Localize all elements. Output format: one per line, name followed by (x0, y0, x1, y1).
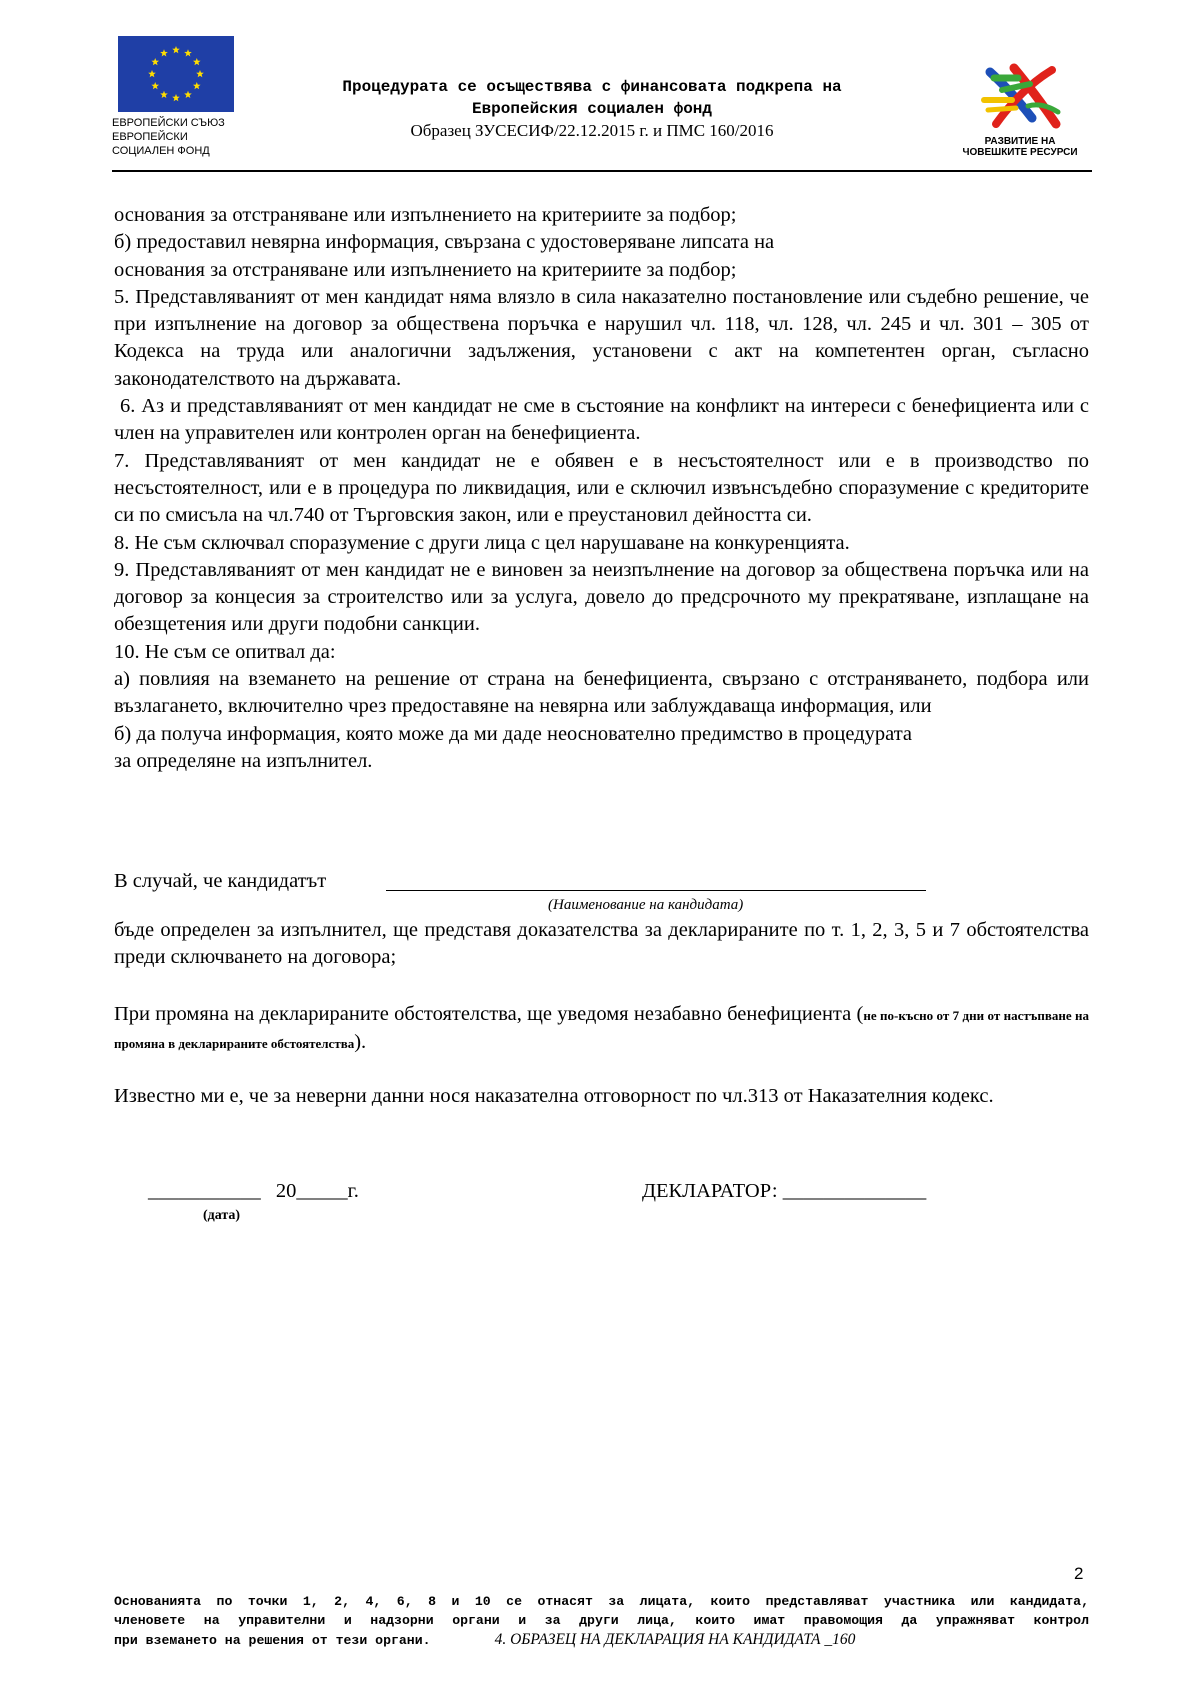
eu-flag-icon (118, 36, 234, 112)
declaration-body (114, 202, 1095, 775)
header-title-line-3: Образец ЗУСЕСИФ/22.12.2015 г. и ПМС 160/2016 (410, 121, 774, 140)
page-number: 2 (1074, 1564, 1084, 1583)
program-logo-line-1: РАЗВИТИЕ НА (984, 136, 1056, 147)
change-notice-close: ). (354, 1031, 367, 1054)
eu-star-icon (184, 49, 192, 56)
eu-star-icon (151, 58, 159, 65)
item-10a: а) повлияя на вземането на решение от страна на бенефициента, свързано с отстраняването, подбора или възлагането, включително чрез предоставяне на невярна или заблуждаваща информация, или (114, 668, 1089, 718)
footer-line-3 (114, 1630, 1089, 1650)
candidate-prefix: В случай, че кандидатът (114, 870, 327, 892)
change-notice-main: При промяна на декларираните обстоятелства, ще уведомя незабавно бенефициента ( (114, 1003, 864, 1025)
footer-line-3-text: при вземането на решения от тези органи. (114, 1633, 431, 1648)
eu-star-icon (148, 70, 156, 77)
year-field[interactable]: _____ (296, 1180, 348, 1202)
eu-logo-line-1: ЕВРОПЕЙСКИ СЪЮЗ (112, 117, 225, 129)
change-notice-deadline: не по-късно от 7 дни от настъпване на промяна в декларираните обстоятелства (114, 1008, 1089, 1052)
candidate-name-caption: (Наименование на кандидата) (548, 897, 744, 913)
eu-star-icon (184, 91, 192, 98)
declarant-signature-field[interactable]: ______________ (782, 1180, 927, 1202)
body-line-1: основания за отстраняване или изпълнението на критериите за подбор; (114, 204, 737, 226)
item-7: 7. Представляваният от мен кандидат не е обявен е в несъстоятелност или е в производство по несъстоятелност, или е в процедура по ликвидация, или е сключил извънсъдебно споразумение с кредиторите си по смисъла на чл.740 от Търговския закон, или е преустановил дейността си. (114, 449, 1089, 527)
change-notice (114, 1001, 1089, 1058)
page-footer (114, 1592, 1089, 1650)
header-title-line-2: Европейския социален фонд (471, 100, 713, 118)
eu-star-icon (172, 46, 180, 53)
body-line-3: основания за отстраняване или изпълнението на критериите за подбор; (114, 258, 737, 281)
eu-esf-logo (112, 36, 242, 158)
criminal-liability-statement: Известно ми е, че за неверни данни нося наказателна отговорност по чл.313 от Наказателния кодекс. (114, 1085, 994, 1107)
eu-star-icon (196, 70, 204, 77)
program-cross-icon (972, 62, 1068, 136)
program-logo-line-2: ЧОВЕШКИТЕ РЕСУРСИ (962, 147, 1078, 158)
item-9: 9. Представляваният от мен кандидат не е виновен за неизпълнение на договор за обществена поръчка или на договор за концесия за строителство или за услуга, довело до предсрочното му прекратяване, изплащане на обезщетения или други подобни санкции. (114, 558, 1089, 636)
eu-logo-line-3: СОЦИАЛЕН ФОНД (112, 145, 210, 157)
year-prefix: 20 (275, 1180, 297, 1202)
item-10b-line-1: б) да получа информация, която може да ми даде неоснователно предимство в процедурата (114, 722, 913, 745)
date-caption: (дата) (203, 1208, 241, 1223)
document-reference: 4. ОБРАЗЕЦ НА ДЕКЛАРАЦИЯ НА КАНДИДАТА _160 (494, 1631, 856, 1648)
item-8: 8. Не съм сключвал споразумение с други лица с цел нарушаване на конкуренцията. (114, 531, 850, 554)
item-6: 6. Аз и представляваният от мен кандидат не сме в състояние на конфликт на интереси с бенефициента или с член на управителен или контролен орган на бенефициента. (114, 395, 1095, 445)
item-5: 5. Представляваният от мен кандидат няма влязло в сила наказателно постановление или съдебно решение, че при изпълнение на договор за обществена поръчка е нарушил чл. 118, чл. 128, чл. 245 и чл. 301 – 305 от Кодекса на труда или аналогични задължения, установени с акт на компетентен орган, съгласно законодателството на държавата. (114, 285, 1089, 390)
item-10: 10. Не съм се опитвал да: (114, 640, 336, 663)
candidate-continuation: бъде определен за изпълнител, ще представя доказателства за декларираните по т. 1, 2, 3, 5 и 7 обстоятелства преди сключването на договора; (114, 919, 1089, 969)
eu-star-icon (151, 82, 159, 89)
footer-line-1: Основанията по точки 1, 2, 4, 6, 8 и 10 се отнасят за лицата, които представляват участника или кандидата, (114, 1594, 1089, 1609)
footer-line-2: членовете на управителни и надзорни органи и за други лица, които имат правомощия да упражняват контрол (114, 1613, 1089, 1628)
date-field[interactable]: ___________ (148, 1180, 261, 1202)
header-title-line-1: Процедурата се осъществява с финансовата подкрепа на (342, 78, 842, 96)
year-suffix: г. (347, 1180, 359, 1202)
declarant-label: ДЕКЛАРАТОР: (642, 1180, 778, 1202)
eu-logo-line-2: ЕВРОПЕЙСКИ (112, 131, 188, 143)
item-10b-line-2: за определяне на изпълнител. (114, 749, 373, 772)
eu-star-icon (172, 94, 180, 101)
header-divider (112, 170, 1092, 172)
signature-row (148, 1180, 359, 1203)
declarant-row (642, 1180, 926, 1203)
header-title (262, 76, 922, 142)
human-resources-program-logo (950, 62, 1090, 158)
eu-star-icon (160, 91, 168, 98)
page-header (112, 36, 1092, 168)
eu-star-icon (193, 58, 201, 65)
candidate-name-field[interactable] (386, 890, 926, 891)
eu-star-icon (193, 82, 201, 89)
eu-star-icon (160, 49, 168, 56)
body-line-2: б) предоставил невярна информация, свързана с удостоверяване липсата на (114, 231, 775, 254)
